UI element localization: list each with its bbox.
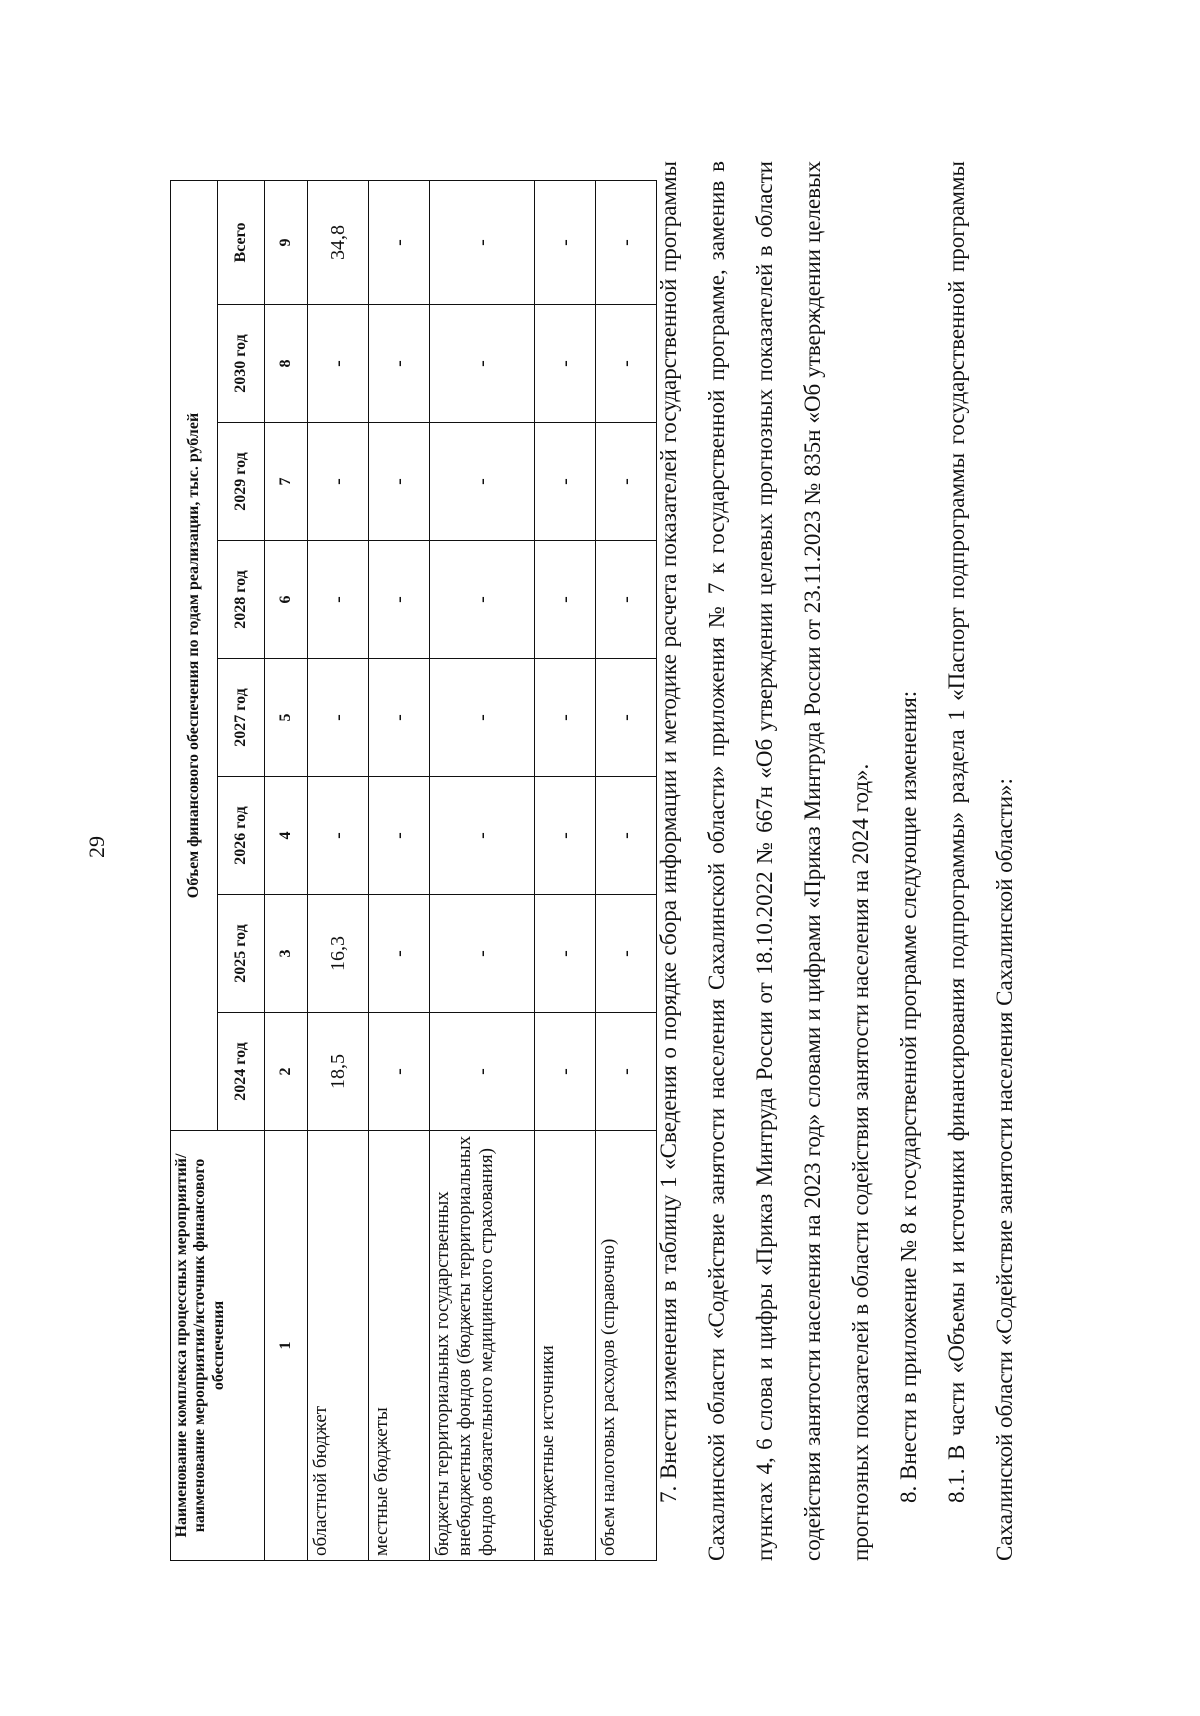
cell-value: - — [369, 1013, 430, 1131]
cell-value: - — [369, 659, 430, 777]
year-header: 2028 год — [218, 541, 265, 659]
cell-value: - — [596, 777, 657, 895]
column-number: 5 — [265, 659, 308, 777]
cell-value: - — [430, 895, 535, 1013]
total-header: Всего — [218, 180, 265, 304]
cell-value: - — [535, 1013, 596, 1131]
column-number: 2 — [265, 1013, 308, 1131]
cell-value: - — [308, 541, 369, 659]
row-name: внебюджетные источники — [535, 1131, 596, 1561]
name-column-header: Наименование комплекса процессных мероприятий/наименование мероприятия/источник финансового обеспечения — [171, 1131, 265, 1561]
cell-value: - — [535, 541, 596, 659]
cell-value: - — [369, 541, 430, 659]
cell-value: - — [596, 895, 657, 1013]
cell-value: - — [430, 305, 535, 423]
financing-group-header: Объем финансового обеспечения по годам реализации, тыс. рублей — [171, 180, 218, 1130]
cell-value: - — [535, 659, 596, 777]
cell-value: 18,5 — [308, 1013, 369, 1131]
row-name: объем налоговых расходов (справочно) — [596, 1131, 657, 1561]
cell-value: - — [535, 895, 596, 1013]
cell-value: - — [535, 423, 596, 541]
cell-value: - — [596, 541, 657, 659]
financing-table — [170, 180, 657, 1561]
cell-value: - — [308, 659, 369, 777]
table-row — [308, 180, 369, 1560]
cell-value: - — [535, 305, 596, 423]
cell-value: - — [596, 180, 657, 304]
cell-value: - — [596, 659, 657, 777]
year-header: 2030 год — [218, 305, 265, 423]
column-number: 4 — [265, 777, 308, 895]
cell-value: - — [369, 180, 430, 304]
column-number: 8 — [265, 305, 308, 423]
column-number: 9 — [265, 180, 308, 304]
cell-value: - — [308, 777, 369, 895]
row-name: областной бюджет — [308, 1131, 369, 1561]
table-row — [430, 180, 535, 1560]
row-name: местные бюджеты — [369, 1131, 430, 1561]
cell-value: - — [430, 541, 535, 659]
cell-value: - — [535, 777, 596, 895]
cell-value: - — [369, 895, 430, 1013]
cell-value: 34,8 — [308, 180, 369, 304]
column-number: 6 — [265, 541, 308, 659]
cell-value: 16,3 — [308, 895, 369, 1013]
cell-value: - — [308, 423, 369, 541]
column-number: 7 — [265, 423, 308, 541]
page-number: 29 — [84, 836, 109, 858]
cell-value: - — [430, 180, 535, 304]
year-header: 2029 год — [218, 423, 265, 541]
cell-value: - — [430, 1013, 535, 1131]
row-name: бюджеты территориальных государственных внебюджетных фондов (бюджеты территориальных фондов обязательного медицинского страхования) — [430, 1131, 535, 1561]
cell-value: - — [596, 423, 657, 541]
paragraph-8: 8. Внести в приложение № 8 к государственной программе следующие изменения: — [896, 690, 921, 1503]
cell-value: - — [308, 305, 369, 423]
year-header: 2025 год — [218, 895, 265, 1013]
paragraph-8-1: 8.1. В части «Объемы и источники финансирования подпрограммы» раздела 1 «Паспорт подпрограммы государственной программы Сахалинской области «Содействие занятости населения Сахалинской области»: — [944, 161, 1017, 1561]
cell-value: - — [535, 180, 596, 304]
column-number: 1 — [265, 1131, 308, 1561]
table-row — [535, 180, 596, 1560]
paragraph-7: 7. Внести изменения в таблицу 1 «Сведения о порядке сбора информации и методике расчета показателей государственной программы Сахалинской области «Содействие занятости населения Сахалинской области» приложения № 7 к государственной программе, заменив в пунктах 4, 6 слова и цифры «Приказ Минтруда России от 18.10.2022 № 667н «Об утверждении целевых прогнозных показателей в области содействия занятости населения на 2023 год» словами и цифрами «Приказ Минтруда России от 23.11.2023 № 835н «Об утверждении целевых прогнозных показателей в области содействия занятости населения на 2024 год». — [656, 161, 873, 1561]
table-row — [369, 180, 430, 1560]
cell-value: - — [369, 777, 430, 895]
cell-value: - — [430, 659, 535, 777]
cell-value: - — [596, 1013, 657, 1131]
cell-value: - — [596, 305, 657, 423]
year-header: 2027 год — [218, 659, 265, 777]
cell-value: - — [430, 423, 535, 541]
column-number: 3 — [265, 895, 308, 1013]
cell-value: - — [430, 777, 535, 895]
year-header: 2026 год — [218, 777, 265, 895]
year-header: 2024 год — [218, 1013, 265, 1131]
cell-value: - — [369, 305, 430, 423]
cell-value: - — [369, 423, 430, 541]
body-text — [645, 161, 1029, 1561]
